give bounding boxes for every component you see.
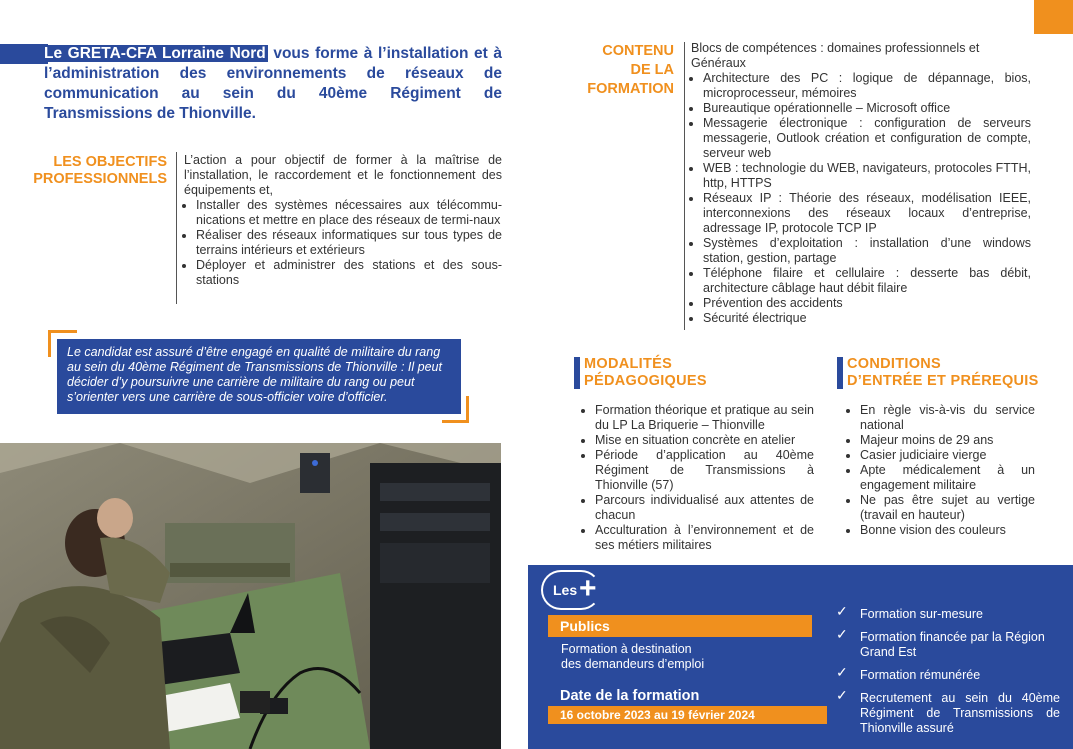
publics-label: Publics	[548, 615, 812, 637]
contenu-title-line1: CONTENU	[602, 43, 674, 59]
intro-highlight: Le GRETA-CFA Lorraine Nord	[44, 45, 266, 62]
corner-accent	[1034, 0, 1073, 34]
contenu-title-line3: FORMATION	[587, 81, 674, 97]
list-item: • Prévention des accidents	[703, 296, 1031, 311]
objectifs-intro: L’action a pour objectif de former à la maîtrise de l’installation, le raccordement et le fonctionnement des équipements et,	[184, 153, 502, 197]
date-value: 16 octobre 2023 au 19 février 2024	[548, 706, 827, 724]
list-item: • Acculturation à l’environnement et de ses métiers militaires	[595, 523, 814, 553]
check-icon: ✓	[836, 603, 848, 619]
list-item: • Mise en situation concrète en atelier	[595, 433, 814, 448]
list-item: • Réaliser des réseaux informatiques sur tous types de terrains intérieurs et extérieurs	[196, 228, 502, 258]
plus-icon: +	[579, 572, 597, 605]
list-item: • Période d’application au 40ème Régiment de Transmissions à Thionville (57)	[595, 448, 814, 493]
publics-text	[561, 642, 811, 672]
list-item: • Réseaux IP : Théorie des réseaux, modélisation IEEE, interconnexions des réseaux locaux d’entreprise, adressage IP, protocole TCP IP	[703, 191, 1031, 236]
conditions-title	[847, 356, 1067, 390]
check-item: Formation sur-mesure	[860, 607, 983, 621]
intro-highlight-bar	[0, 44, 48, 64]
list-item: • Systèmes d’exploitation : installation d’une windows station, gestion, partage	[703, 236, 1031, 266]
conditions-title-line1: CONDITIONS	[847, 356, 942, 372]
publics-text-line2: des demandeurs d’emploi	[561, 657, 705, 671]
check-icon: ✓	[836, 626, 848, 642]
date-label: Date de la formation	[560, 688, 700, 704]
conditions-body	[848, 403, 1035, 538]
contenu-intro: Blocs de compétences : domaines professionnels et Généraux	[691, 41, 980, 70]
modalites-body	[583, 403, 814, 553]
objectifs-title-line1: LES OBJECTIFS	[53, 154, 167, 170]
contenu-title	[560, 42, 674, 99]
check-item: Formation rémunérée	[860, 668, 981, 682]
check-item: Formation financée par la Région Grand Est	[860, 630, 1045, 659]
contenu-body	[691, 41, 1031, 326]
list-item: • Déployer et administrer des stations et des sous-stations	[196, 258, 502, 288]
objectifs-title	[20, 154, 167, 188]
contenu-title-line2: DE LA	[630, 62, 674, 78]
conditions-list	[848, 403, 1035, 538]
contenu-list	[691, 71, 1031, 326]
intro-text	[44, 44, 502, 124]
objectifs-list	[184, 198, 502, 288]
list-item: • Majeur moins de 29 ans	[860, 433, 1035, 448]
intro-body: vous forme à l’installation et à l’administration des environnements de réseaux de communication au sein du 40ème Régiment de Transmissions de Thionville.	[44, 45, 503, 122]
list-item: • Bonne vision des couleurs	[860, 523, 1035, 538]
list-item: • Téléphone filaire et cellulaire : desserte bas débit, architecture câblage haut débit filaire	[703, 266, 1031, 296]
modalites-title	[584, 356, 814, 390]
list-item: • En règle vis-à-vis du service national	[860, 403, 1035, 433]
callout-text: Le candidat est assuré d’être engagé en qualité de militaire du rang au sein du 40ème Régiment de Transmissions de Thionville : Il peut décider d’y poursuivre une carrière de militaire du rang ou peut s’orienter vers une carrière de sous-officier voire d’officier.	[67, 345, 442, 404]
publics-text-line1: Formation à destination	[561, 642, 692, 656]
check-item: Recrutement au sein du 40ème Régiment de Transmissions de Thionville assuré	[860, 691, 1060, 735]
modalites-title-line1: MODALITÉS	[584, 356, 673, 372]
modalites-title-line2: PÉDAGOGIQUES	[584, 373, 707, 389]
conditions-bar	[837, 357, 843, 389]
list-item: • Parcours individualisé aux attentes de chacun	[595, 493, 814, 523]
modalites-bar	[574, 357, 580, 389]
list-item: • WEB : technologie du WEB, navigateurs, protocoles FTTH, http, HTTPS	[703, 161, 1031, 191]
soldiers-photo	[0, 443, 501, 749]
objectifs-body	[184, 153, 502, 288]
check-icon: ✓	[836, 687, 848, 703]
objectifs-divider	[176, 152, 177, 304]
list-item: • Ne pas être sujet au vertige (travail en hauteur)	[860, 493, 1035, 523]
list-item: • Messagerie électronique : configuration de serveurs messagerie, Outlook création et configuration de compte, serveur web	[703, 116, 1031, 161]
list-item: • Architecture des PC : logique de dépannage, bios, microprocesseur, mémoires	[703, 71, 1031, 101]
contenu-divider	[684, 42, 685, 330]
les-label: Les	[553, 582, 578, 598]
list-item: • Sécurité électrique	[703, 311, 1031, 326]
callout-box	[57, 339, 461, 414]
photo-illustration	[0, 443, 501, 749]
objectifs-title-line2: PROFESSIONNELS	[33, 171, 167, 187]
modalites-list	[583, 403, 814, 553]
check-icon: ✓	[836, 664, 848, 680]
list-item: • Casier judiciaire vierge	[860, 448, 1035, 463]
list-item: • Apte médicalement à un engagement militaire	[860, 463, 1035, 493]
list-item: • Formation théorique et pratique au sein du LP La Briquerie – Thionville	[595, 403, 814, 433]
list-item: • Bureautique opérationnelle – Microsoft office	[703, 101, 1031, 116]
list-item: • Installer des systèmes nécessaires aux télécommu-nications et mettre en place des réseaux de termi-naux	[196, 198, 502, 228]
callout-corner-bottom-right	[442, 396, 469, 423]
conditions-title-line2: D’ENTRÉE ET PRÉREQUIS	[847, 373, 1039, 389]
